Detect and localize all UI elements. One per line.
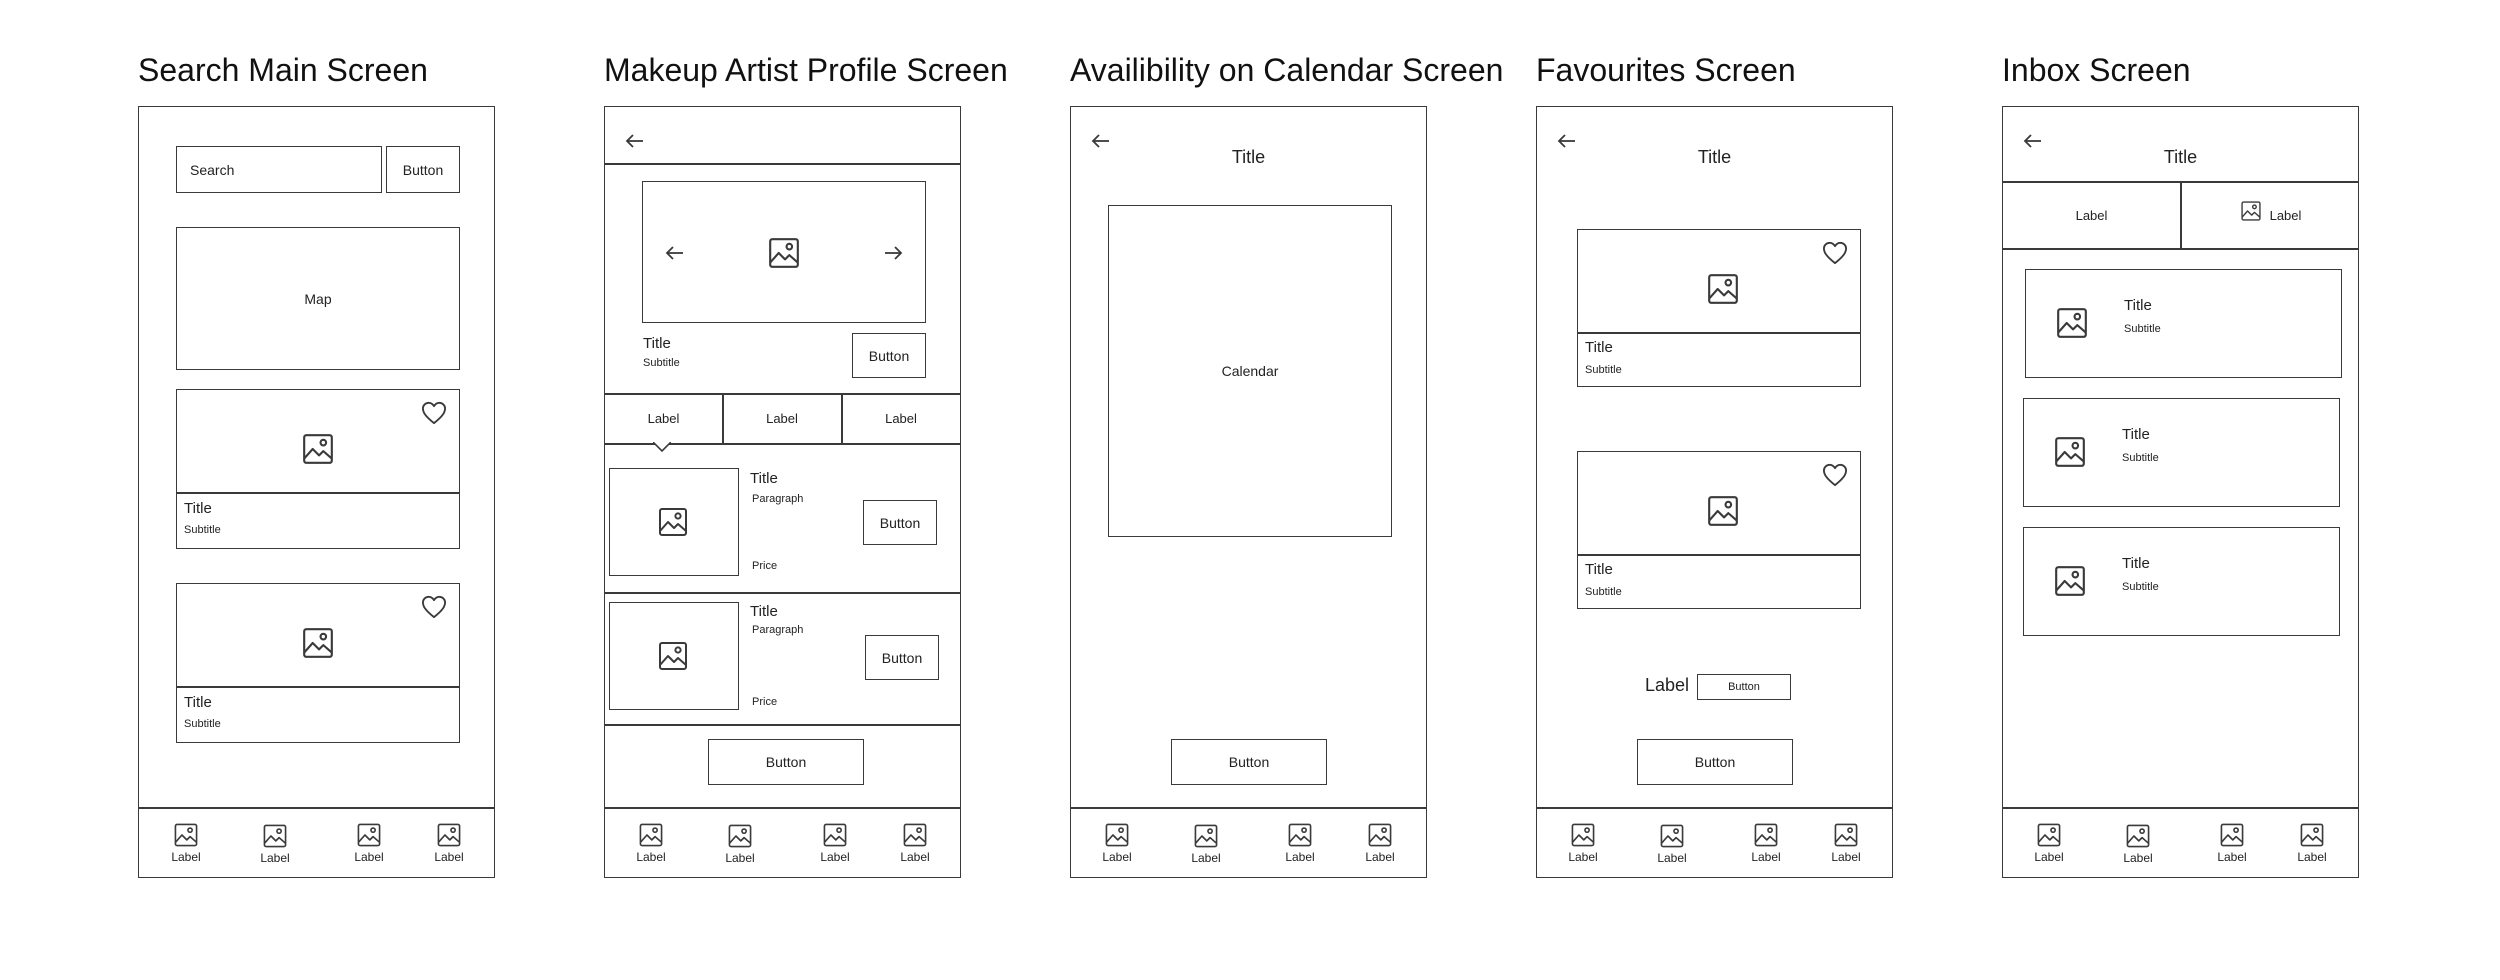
active-tab-indicator-icon — [653, 442, 671, 452]
row-divider — [605, 592, 960, 594]
image-icon — [2055, 306, 2089, 340]
header-title: Title — [2163, 147, 2198, 167]
image-icon — [2125, 823, 2151, 849]
book-button[interactable]: Button — [708, 739, 864, 785]
favourites-screen-frame — [1536, 106, 1893, 878]
header-title: Title — [1697, 147, 1732, 167]
image-icon — [2240, 200, 2262, 222]
search-screen-title: Search Main Screen — [138, 52, 428, 88]
nav-label: Label — [900, 850, 930, 864]
bottom-nav-item[interactable] — [1816, 822, 1876, 864]
bottom-nav-item[interactable] — [1736, 822, 1796, 864]
message-subtitle: Subtitle — [2122, 581, 2159, 593]
nav-label: Label — [1285, 850, 1315, 864]
bottom-nav-item[interactable] — [2019, 822, 2079, 864]
card-divider — [1578, 554, 1860, 556]
bottom-nav-divider — [1071, 807, 1426, 809]
bottom-nav-item[interactable] — [885, 822, 945, 864]
inline-label: Label — [1645, 675, 1690, 695]
image-icon — [902, 822, 928, 848]
bottom-nav-item[interactable] — [1087, 822, 1147, 864]
nav-label: Label — [1191, 851, 1221, 865]
nav-label: Label — [171, 850, 201, 864]
artist-title: Title — [643, 335, 671, 352]
bottom-nav-divider — [605, 807, 960, 809]
heart-icon[interactable] — [421, 595, 447, 619]
image-icon — [1570, 822, 1596, 848]
service-price: Price — [752, 560, 778, 572]
image-icon — [1193, 823, 1219, 849]
image-icon — [822, 822, 848, 848]
bottom-nav-item[interactable] — [1642, 823, 1702, 865]
image-icon — [657, 506, 689, 538]
image-icon — [173, 822, 199, 848]
bottom-nav-item[interactable] — [805, 822, 865, 864]
card-divider — [177, 492, 459, 494]
favourite-card[interactable] — [1577, 451, 1861, 609]
image-carousel[interactable] — [642, 181, 926, 323]
bottom-nav-item[interactable] — [1553, 822, 1613, 864]
image-icon — [1753, 822, 1779, 848]
tab-3[interactable]: Label — [885, 410, 917, 426]
image-icon — [262, 823, 288, 849]
nav-label: Label — [2217, 850, 2247, 864]
profile-action-button[interactable]: Button — [852, 333, 926, 378]
heart-icon[interactable] — [421, 401, 447, 425]
bottom-nav-item[interactable] — [419, 822, 479, 864]
calendar-view[interactable]: Calendar — [1108, 205, 1392, 537]
card-subtitle: Subtitle — [184, 524, 221, 536]
bottom-nav-item[interactable] — [2108, 823, 2168, 865]
bottom-nav-item[interactable] — [2282, 822, 2342, 864]
service-title: Title — [750, 470, 778, 487]
tab-label: Label — [2269, 207, 2302, 223]
nav-label: Label — [1568, 850, 1598, 864]
search-button[interactable]: Button — [386, 146, 460, 193]
bottom-nav-item[interactable] — [156, 822, 216, 864]
image-icon — [301, 432, 335, 466]
inbox-tab-2[interactable] — [2181, 182, 2360, 248]
inbox-tab-1[interactable]: Label — [2075, 207, 2108, 223]
image-icon — [1367, 822, 1393, 848]
arrow-right-icon[interactable] — [883, 245, 903, 261]
inbox-screen-frame — [2002, 106, 2359, 878]
tab-2[interactable]: Label — [766, 410, 798, 426]
card-subtitle: Subtitle — [184, 718, 221, 730]
card-subtitle: Subtitle — [1585, 364, 1622, 376]
service-image — [609, 468, 739, 576]
row-divider — [605, 724, 960, 726]
search-input[interactable]: Search — [176, 146, 382, 193]
card-title: Title — [1585, 339, 1613, 356]
inline-small-button[interactable]: Button — [1697, 674, 1791, 700]
service-price: Price — [752, 696, 778, 708]
image-icon — [657, 640, 689, 672]
message-row[interactable] — [2023, 398, 2340, 507]
bottom-nav-item[interactable] — [1270, 822, 1330, 864]
service-paragraph: Paragraph — [752, 493, 804, 505]
message-row[interactable] — [2025, 269, 2342, 378]
card-divider — [177, 686, 459, 688]
profile-screen-frame — [604, 106, 961, 878]
nav-label: Label — [1751, 850, 1781, 864]
image-icon — [1706, 272, 1740, 306]
bottom-nav-item[interactable] — [2202, 822, 2262, 864]
card-divider — [1578, 332, 1860, 334]
card-title: Title — [1585, 561, 1613, 578]
image-icon — [356, 822, 382, 848]
bottom-nav-item[interactable] — [621, 822, 681, 864]
bottom-nav-divider — [2003, 807, 2358, 809]
nav-label: Label — [260, 851, 290, 865]
nav-label: Label — [1831, 850, 1861, 864]
search-screen-frame — [138, 106, 495, 878]
bottom-nav-item[interactable] — [710, 823, 770, 865]
confirm-button[interactable]: Button — [1171, 739, 1327, 785]
image-icon — [1833, 822, 1859, 848]
map-view[interactable]: Map — [176, 227, 460, 370]
image-icon — [1287, 822, 1313, 848]
card-title: Title — [184, 500, 212, 517]
image-icon — [436, 822, 462, 848]
message-subtitle: Subtitle — [2124, 323, 2161, 335]
heart-icon[interactable] — [1822, 241, 1848, 265]
service-title: Title — [750, 603, 778, 620]
message-title: Title — [2122, 426, 2150, 443]
nav-label: Label — [2123, 851, 2153, 865]
bottom-nav-item[interactable] — [1176, 823, 1236, 865]
profile-screen-title: Makeup Artist Profile Screen — [604, 52, 1008, 88]
message-subtitle: Subtitle — [2122, 452, 2159, 464]
nav-label: Label — [1365, 850, 1395, 864]
favourite-card[interactable] — [1577, 229, 1861, 387]
search-result-card[interactable] — [176, 389, 460, 549]
nav-label: Label — [725, 851, 755, 865]
calendar-screen-title: Availibility on Calendar Screen — [1070, 52, 1504, 88]
calendar-screen-frame — [1070, 106, 1427, 878]
image-icon — [1706, 494, 1740, 528]
back-arrow-icon[interactable] — [625, 133, 645, 149]
nav-label: Label — [354, 850, 384, 864]
card-subtitle: Subtitle — [1585, 586, 1622, 598]
tabs-divider — [2003, 248, 2358, 250]
image-icon — [2219, 822, 2245, 848]
nav-label: Label — [636, 850, 666, 864]
bottom-nav-item[interactable] — [245, 823, 305, 865]
service-button[interactable]: Button — [865, 635, 939, 680]
message-row[interactable] — [2023, 527, 2340, 636]
header-title: Title — [1231, 147, 1266, 167]
bottom-nav-divider — [1537, 807, 1892, 809]
tab-1[interactable]: Label — [647, 410, 680, 426]
nav-label: Label — [434, 850, 464, 864]
card-title: Title — [184, 694, 212, 711]
service-button[interactable]: Button — [863, 500, 937, 545]
bottom-nav-divider — [139, 807, 494, 809]
image-icon — [2053, 564, 2087, 598]
nav-label: Label — [2034, 850, 2064, 864]
service-image — [609, 602, 739, 710]
favourites-screen-title: Favourites Screen — [1536, 52, 1796, 88]
artist-subtitle: Subtitle — [643, 357, 680, 369]
nav-label: Label — [2297, 850, 2327, 864]
inbox-screen-title: Inbox Screen — [2002, 52, 2191, 88]
image-icon — [2053, 435, 2087, 469]
service-paragraph: Paragraph — [752, 624, 804, 636]
header-divider — [605, 163, 960, 165]
image-icon — [638, 822, 664, 848]
favourites-button[interactable]: Button — [1637, 739, 1793, 785]
image-icon — [301, 626, 335, 660]
image-icon — [1104, 822, 1130, 848]
arrow-left-icon[interactable] — [665, 245, 685, 261]
bottom-nav-item[interactable] — [339, 822, 399, 864]
nav-label: Label — [1102, 850, 1132, 864]
image-icon — [2299, 822, 2325, 848]
message-title: Title — [2124, 297, 2152, 314]
image-icon — [1659, 823, 1685, 849]
nav-label: Label — [1657, 851, 1687, 865]
heart-icon[interactable] — [1822, 463, 1848, 487]
image-icon — [767, 236, 801, 270]
image-icon — [727, 823, 753, 849]
search-result-card[interactable] — [176, 583, 460, 743]
message-title: Title — [2122, 555, 2150, 572]
bottom-nav-item[interactable] — [1350, 822, 1410, 864]
image-icon — [2036, 822, 2062, 848]
nav-label: Label — [820, 850, 850, 864]
